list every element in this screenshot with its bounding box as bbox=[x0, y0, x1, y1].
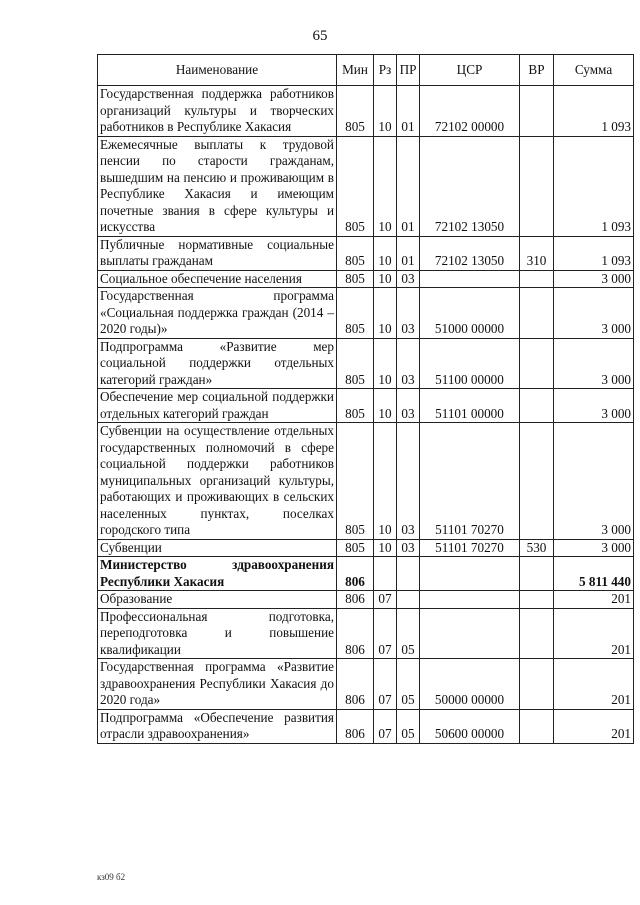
row-name: Министерство здравоохранения Республики Хакасия bbox=[98, 557, 337, 591]
row-min: 805 bbox=[337, 270, 374, 288]
row-name: Государственная поддержка работников организаций культуры и творческих работников в Республике Хакасия bbox=[98, 86, 337, 137]
row-rz bbox=[374, 557, 397, 591]
table-row bbox=[98, 86, 634, 137]
row-pr: 05 bbox=[397, 709, 420, 743]
row-sum: 3 000 bbox=[554, 539, 634, 557]
header-pr: ПР bbox=[397, 55, 420, 86]
row-name: Субвенции bbox=[98, 539, 337, 557]
table-row bbox=[98, 591, 634, 609]
page-number: 65 bbox=[312, 28, 328, 44]
row-pr: 03 bbox=[397, 423, 420, 540]
row-name: Обеспечение мер социальной поддержки отдельных категорий граждан bbox=[98, 389, 337, 423]
row-pr bbox=[397, 591, 420, 609]
row-csr bbox=[420, 557, 520, 591]
row-vr bbox=[520, 86, 554, 137]
row-sum: 3 000 bbox=[554, 389, 634, 423]
header-csr: ЦСР bbox=[420, 55, 520, 86]
row-name: Социальное обеспечение населения bbox=[98, 270, 337, 288]
header-name: Наименование bbox=[98, 55, 337, 86]
row-name: Ежемесячные выплаты к трудовой пенсии по старости гражданам, вышедшим на пенсию и проживающим в Республике Хакасия и имеющим почетные звания в сфере культуры и искусства bbox=[98, 136, 337, 236]
row-vr bbox=[520, 288, 554, 339]
row-sum: 1 093 bbox=[554, 136, 634, 236]
row-name: Государственная программа «Развитие здравоохранения Республики Хакасия до 2020 года» bbox=[98, 659, 337, 710]
row-vr bbox=[520, 270, 554, 288]
row-csr: 51101 00000 bbox=[420, 389, 520, 423]
row-min: 805 bbox=[337, 423, 374, 540]
row-csr bbox=[420, 591, 520, 609]
row-pr: 01 bbox=[397, 136, 420, 236]
row-vr bbox=[520, 389, 554, 423]
row-pr: 03 bbox=[397, 539, 420, 557]
table-row bbox=[98, 236, 634, 270]
row-csr: 72102 00000 bbox=[420, 86, 520, 137]
header-vr: ВР bbox=[520, 55, 554, 86]
row-vr bbox=[520, 338, 554, 389]
table-row bbox=[98, 539, 634, 557]
table-row bbox=[98, 338, 634, 389]
row-min: 805 bbox=[337, 136, 374, 236]
row-vr bbox=[520, 423, 554, 540]
row-min: 805 bbox=[337, 288, 374, 339]
table-row bbox=[98, 288, 634, 339]
row-rz: 10 bbox=[374, 136, 397, 236]
row-vr: 530 bbox=[520, 539, 554, 557]
row-min: 806 bbox=[337, 659, 374, 710]
row-sum: 3 000 bbox=[554, 423, 634, 540]
header-sum: Сумма bbox=[554, 55, 634, 86]
row-name: Образование bbox=[98, 591, 337, 609]
table-row bbox=[98, 423, 634, 540]
row-min: 805 bbox=[337, 389, 374, 423]
row-pr bbox=[397, 557, 420, 591]
row-sum: 201 bbox=[554, 709, 634, 743]
row-name: Субвенции на осуществление отдельных государственных полномочий в сфере социальной поддержки работников муниципальных организаций культуры, работающих и проживающих в сельских населенных пунктах, поселках городского типа bbox=[98, 423, 337, 540]
row-sum: 1 093 bbox=[554, 236, 634, 270]
row-vr bbox=[520, 659, 554, 710]
row-sum: 201 bbox=[554, 591, 634, 609]
row-name: Подпрограмма «Развитие мер социальной поддержки отдельных категорий граждан» bbox=[98, 338, 337, 389]
row-pr: 03 bbox=[397, 389, 420, 423]
row-min: 806 bbox=[337, 591, 374, 609]
table-row bbox=[98, 608, 634, 659]
row-min: 805 bbox=[337, 539, 374, 557]
row-vr bbox=[520, 709, 554, 743]
table-row bbox=[98, 389, 634, 423]
row-vr bbox=[520, 591, 554, 609]
row-min: 805 bbox=[337, 338, 374, 389]
row-name: Государственная программа «Социальная поддержка граждан (2014 – 2020 годы)» bbox=[98, 288, 337, 339]
row-pr: 05 bbox=[397, 659, 420, 710]
row-csr bbox=[420, 270, 520, 288]
row-rz: 10 bbox=[374, 539, 397, 557]
row-pr: 05 bbox=[397, 608, 420, 659]
row-vr: 310 bbox=[520, 236, 554, 270]
row-sum: 1 093 bbox=[554, 86, 634, 137]
row-rz: 10 bbox=[374, 86, 397, 137]
row-min: 806 bbox=[337, 557, 374, 591]
row-csr: 72102 13050 bbox=[420, 136, 520, 236]
row-min: 806 bbox=[337, 608, 374, 659]
row-csr: 51000 00000 bbox=[420, 288, 520, 339]
row-csr bbox=[420, 608, 520, 659]
row-csr: 50600 00000 bbox=[420, 709, 520, 743]
row-csr: 51100 00000 bbox=[420, 338, 520, 389]
row-sum: 3 000 bbox=[554, 338, 634, 389]
budget-table bbox=[97, 54, 634, 744]
row-rz: 07 bbox=[374, 591, 397, 609]
row-vr bbox=[520, 557, 554, 591]
row-rz: 07 bbox=[374, 608, 397, 659]
row-csr: 51101 70270 bbox=[420, 539, 520, 557]
table-row bbox=[98, 557, 634, 591]
row-sum: 3 000 bbox=[554, 288, 634, 339]
row-vr bbox=[520, 136, 554, 236]
row-pr: 01 bbox=[397, 236, 420, 270]
row-sum: 5 811 440 bbox=[554, 557, 634, 591]
row-sum: 3 000 bbox=[554, 270, 634, 288]
row-rz: 07 bbox=[374, 709, 397, 743]
row-rz: 10 bbox=[374, 338, 397, 389]
table-row bbox=[98, 709, 634, 743]
header-min: Мин bbox=[337, 55, 374, 86]
row-sum: 201 bbox=[554, 608, 634, 659]
row-name: Публичные нормативные социальные выплаты гражданам bbox=[98, 236, 337, 270]
row-sum: 201 bbox=[554, 659, 634, 710]
row-rz: 10 bbox=[374, 423, 397, 540]
row-rz: 10 bbox=[374, 236, 397, 270]
row-min: 805 bbox=[337, 86, 374, 137]
row-min: 805 bbox=[337, 236, 374, 270]
row-csr: 51101 70270 bbox=[420, 423, 520, 540]
table-row bbox=[98, 659, 634, 710]
row-pr: 03 bbox=[397, 270, 420, 288]
table-row bbox=[98, 136, 634, 236]
row-rz: 10 bbox=[374, 389, 397, 423]
row-rz: 10 bbox=[374, 270, 397, 288]
table-row bbox=[98, 270, 634, 288]
row-name: Профессиональная подготовка, переподготовка и повышение квалификации bbox=[98, 608, 337, 659]
row-csr: 50000 00000 bbox=[420, 659, 520, 710]
row-rz: 10 bbox=[374, 288, 397, 339]
row-csr: 72102 13050 bbox=[420, 236, 520, 270]
row-rz: 07 bbox=[374, 659, 397, 710]
header-rz: Рз bbox=[374, 55, 397, 86]
row-pr: 01 bbox=[397, 86, 420, 137]
footer-code: кз09 б2 bbox=[97, 872, 126, 882]
row-min: 806 bbox=[337, 709, 374, 743]
table-header-row bbox=[98, 55, 634, 86]
row-pr: 03 bbox=[397, 338, 420, 389]
row-name: Подпрограмма «Обеспечение развития отрасли здравоохранения» bbox=[98, 709, 337, 743]
row-pr: 03 bbox=[397, 288, 420, 339]
row-vr bbox=[520, 608, 554, 659]
